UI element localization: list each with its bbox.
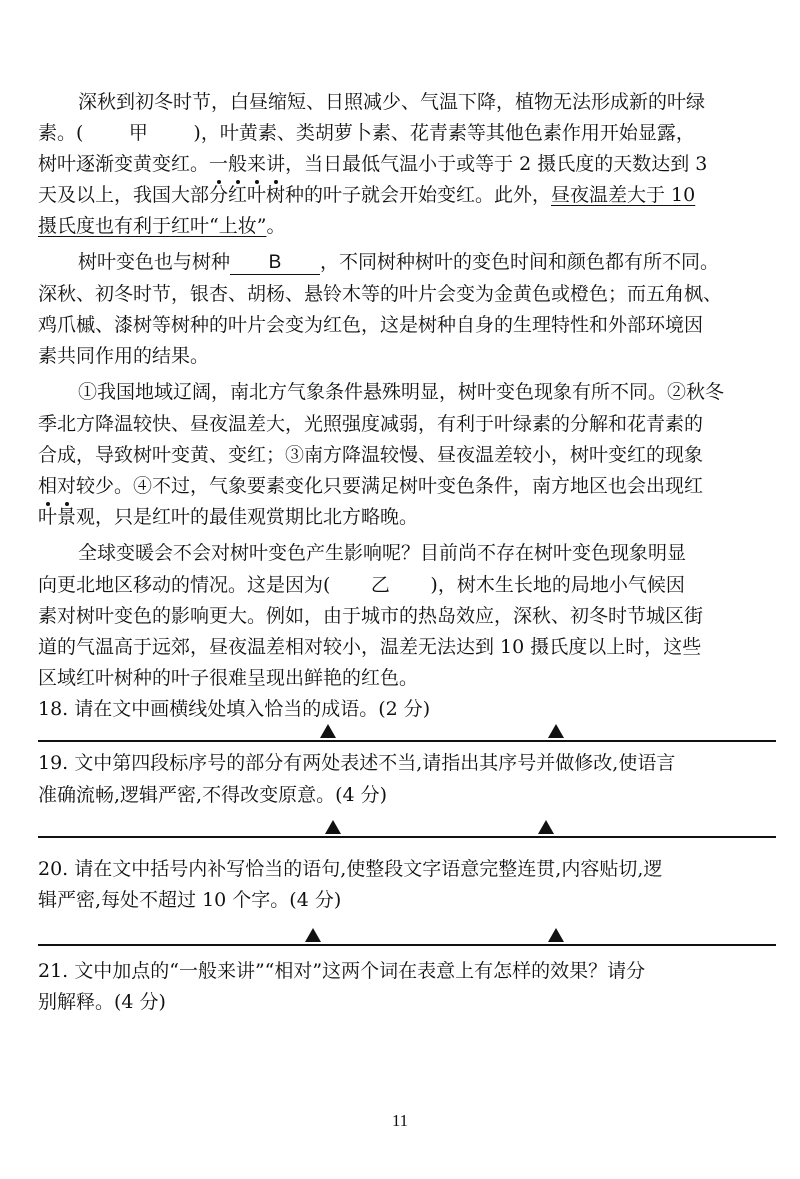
passage-text: 天及以上，我国大部分红叶树种的叶子就会开始变红。此外， <box>38 184 552 206</box>
passage-line <box>38 473 703 499</box>
passage-line: 合成，导致树叶变黄、变红；③南方降温较慢、昼夜温差较小，树叶变红的现象 <box>38 444 704 466</box>
passage-line: 素共同作用的结果。 <box>38 345 210 367</box>
question-20-cont: 辑严密,每处不超过 10 个字。(4 分) <box>38 889 342 911</box>
passage-text: )，叶黄素、类胡萝卜素、花青素等其他色素作用开始显露， <box>193 122 695 144</box>
passage-text: 较少。④不过，气象要素变化只要满足树叶变色条件，南方地区也会出现红 <box>76 475 704 497</box>
passage-line <box>38 572 685 598</box>
passage-text: 树叶逐渐变黄变红。 <box>38 153 210 175</box>
passage-line: 深秋、初冬时节，银杏、胡杨、悬铃木等的叶片会变为金黄色或橙色；而五角枫、 <box>38 283 723 305</box>
dotted-char: 一 <box>209 153 229 175</box>
passage-line: 道的气温高于远郊，昼夜温差相对较小，温差无法达到 10 摄氏度以上时，这些 <box>38 636 702 658</box>
dotted-char: 对 <box>57 475 77 497</box>
dotted-char: 讲 <box>266 153 286 175</box>
triangle-up-icon <box>305 928 321 942</box>
passage-line: 鸡爪槭、漆树等树种的叶片会变为红色，这是树种自身的生理特性和外部环境因 <box>38 314 704 336</box>
passage-text: ，不同树种树叶的变色时间和颜色都有所不同。 <box>320 251 720 273</box>
question-21-cont: 别解释。(4 分) <box>38 991 166 1013</box>
blank-b: B <box>230 252 320 275</box>
underlined-text: 昼夜温差大于 10 <box>551 184 696 206</box>
blank-jia: 甲 <box>128 122 148 144</box>
triangle-up-icon <box>325 820 341 834</box>
triangle-up-icon <box>320 724 336 738</box>
passage-line: 叶景观，只是红叶的最佳观赏期比北方略晚。 <box>38 506 419 528</box>
passage-text: 向更北地区移动的情况。这是因为( <box>38 574 331 596</box>
dotted-char: 来 <box>247 153 267 175</box>
passage-line: 素对树叶变色的影响更大。例如，由于城市的热岛效应，深秋、初冬时节城区街 <box>38 605 704 627</box>
passage-line <box>38 182 695 208</box>
page-number: 11 <box>391 1111 409 1130</box>
answer-line[interactable] <box>38 944 776 946</box>
question-20: 20. 请在文中括号内补写恰当的语句,使整段文字语意完整连贯,内容贴切,逻 <box>38 858 663 880</box>
triangle-up-icon <box>538 820 554 834</box>
answer-line[interactable] <box>38 836 776 838</box>
passage-text: )，树木生长地的局地小气候因 <box>430 574 685 596</box>
dotted-char: 般 <box>228 153 248 175</box>
passage-line: ①我国地域辽阔，南北方气象条件悬殊明显，树叶变色现象有所不同。②秋冬 <box>78 381 725 403</box>
passage-text: ，当日最低气温小于或等于 2 摄氏度的天数达到 3 <box>285 153 708 175</box>
passage-text: 。 <box>266 215 286 237</box>
passage-line <box>38 120 695 146</box>
triangle-up-icon <box>548 724 564 738</box>
underlined-text: 摄氏度也有利于红叶“上妆” <box>38 215 267 237</box>
passage-line <box>38 213 285 239</box>
passage-line: 区域红叶树种的叶子很难呈现出鲜艳的红色。 <box>38 667 419 689</box>
passage-text: 素。( <box>38 122 84 144</box>
passage-line: 全球变暖会不会对树叶变色产生影响呢？目前尚不存在树叶变色现象明显 <box>78 542 687 564</box>
triangle-up-icon <box>548 928 564 942</box>
answer-line[interactable] <box>38 740 776 742</box>
passage-text: 树叶变色也与树种 <box>78 251 231 273</box>
question-21: 21. 文中加点的“一般来讲”“相对”这两个词在表意上有怎样的效果？请分 <box>38 960 646 982</box>
passage-line: 深秋到初冬时节，白昼缩短、日照减少、气温下降，植物无法形成新的叶绿 <box>78 91 706 113</box>
question-19-cont: 准确流畅,逻辑严密,不得改变原意。(4 分) <box>38 784 388 806</box>
blank-yi: 乙 <box>370 574 390 596</box>
passage-line: 季北方降温较快、昼夜温差大，光照强度减弱，有利于叶绿素的分解和花青素的 <box>38 413 704 435</box>
question-18: 18. 请在文中画横线处填入恰当的成语。(2 分) <box>38 698 431 720</box>
question-19: 19. 文中第四段标序号的部分有两处表述不当,请指出其序号并做修改,使语言 <box>38 752 676 774</box>
dotted-char: 相 <box>38 475 58 497</box>
passage-line <box>78 249 719 275</box>
passage-line <box>38 151 707 177</box>
